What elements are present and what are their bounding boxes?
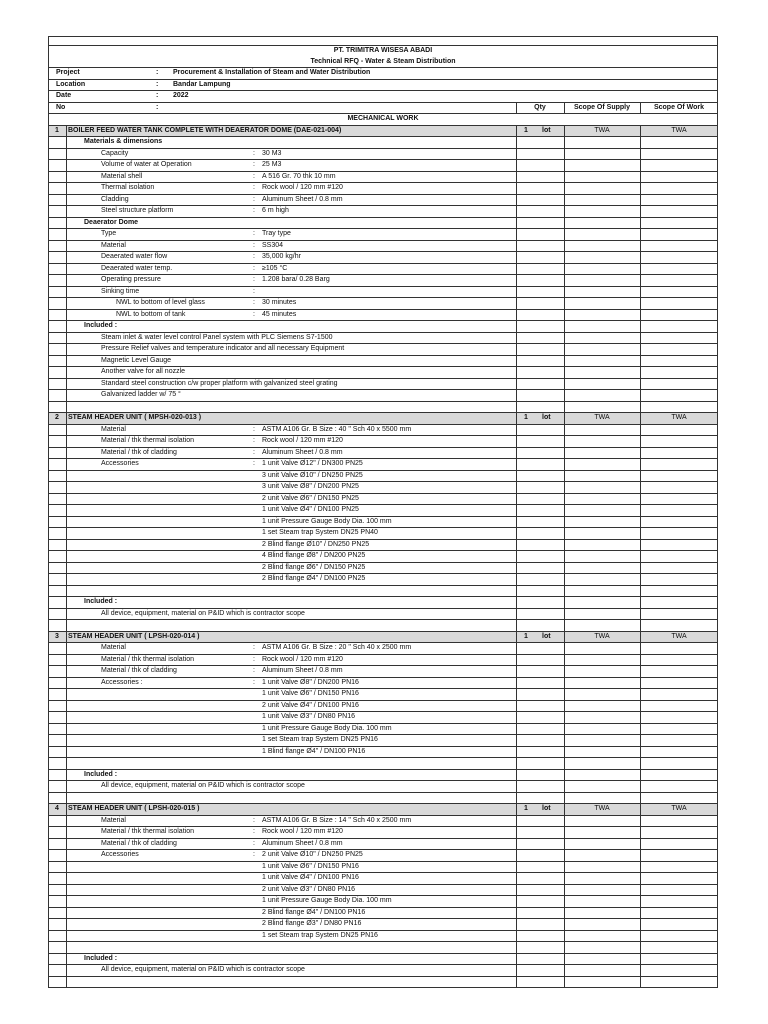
- detail-label: Accessories: [101, 460, 139, 467]
- detail-value: 1 unit Pressure Gauge Body Dia. 100 mm: [262, 897, 392, 904]
- item-detail-row: [48, 862, 718, 874]
- colon: :: [253, 149, 255, 157]
- items-table: [48, 126, 718, 989]
- item-detail-row: [48, 770, 718, 782]
- no-label: No: [56, 103, 66, 111]
- item-detail-row: [48, 195, 718, 207]
- detail-value: Rock wool / 120 mm #120: [262, 437, 343, 444]
- colon: :: [253, 264, 255, 272]
- detail-value: 2 Blind flange Ø10" / DN250 PN25: [262, 540, 370, 548]
- top-border-row: [48, 36, 718, 46]
- item-detail-row: [48, 827, 718, 839]
- item-detail-row: [48, 448, 718, 460]
- detail-value: 30 M3: [262, 149, 282, 157]
- item-detail-row: [48, 965, 718, 977]
- item-title-row: [48, 804, 718, 816]
- item-unit: lot: [542, 126, 551, 134]
- item-detail-row: [48, 942, 718, 954]
- colon: :: [253, 184, 255, 191]
- date-label: Date: [56, 92, 72, 99]
- item-detail-row: [48, 586, 718, 598]
- item-detail-row: [48, 402, 718, 414]
- detail-value: 6 m high: [262, 207, 289, 214]
- item-title: STEAM HEADER UNIT ( LPSH-020-015 ): [68, 805, 200, 812]
- item-scope-work: TWA: [671, 805, 687, 812]
- item-detail-row: [48, 908, 718, 920]
- qty-header: Qty: [534, 103, 546, 111]
- item-title-row: [48, 126, 718, 138]
- item-qty: 1: [524, 632, 528, 640]
- item-detail-row: [48, 356, 718, 368]
- item-detail-row: [48, 735, 718, 747]
- item-detail-row: [48, 678, 718, 690]
- detail-value: 1 unit Valve Ø4" / DN100 PN25: [262, 506, 359, 513]
- detail-label: Capacity: [101, 149, 129, 157]
- item-number: 4: [55, 805, 59, 812]
- detail-text: Another valve for all nozzle: [101, 368, 186, 375]
- rfq-sheet: [48, 36, 718, 988]
- item-detail-row: [48, 321, 718, 333]
- colon: :: [253, 241, 255, 249]
- detail-text: All device, equipment, material on P&ID which is contractor scope: [101, 609, 305, 617]
- item-qty: 1: [524, 805, 528, 812]
- item-detail-row: [48, 781, 718, 793]
- item-detail-row: [48, 551, 718, 563]
- item-detail-row: [48, 160, 718, 172]
- colon: :: [253, 678, 255, 686]
- detail-value: 1 unit Pressure Gauge Body Dia. 100 mm: [262, 724, 392, 732]
- date-row: [48, 91, 718, 103]
- detail-label: Material / thk of cladding: [101, 667, 177, 674]
- item-scope-work: TWA: [671, 126, 687, 134]
- detail-value: Rock wool / 120 mm #120: [262, 655, 343, 663]
- item-number: 2: [55, 414, 59, 421]
- detail-label: Material / thk thermal isolation: [101, 828, 194, 835]
- item-detail-row: [48, 919, 718, 931]
- detail-value: 1 Blind flange Ø4" / DN100 PN16: [262, 747, 366, 755]
- item-detail-row: [48, 379, 718, 391]
- item-detail-row: [48, 275, 718, 287]
- item-number: 3: [55, 632, 59, 640]
- item-detail-row: [48, 896, 718, 908]
- item-detail-row: [48, 701, 718, 713]
- detail-value: 1 set Steam trap System DN25 PN40: [262, 529, 378, 536]
- colon: :: [253, 230, 255, 237]
- detail-label: Material: [101, 816, 126, 824]
- date-value: 2022: [173, 92, 189, 99]
- detail-label: Deaerated water temp.: [101, 264, 173, 272]
- detail-text: All device, equipment, material on P&ID which is contractor scope: [101, 966, 305, 973]
- detail-label: Material shell: [101, 172, 143, 180]
- colon: :: [253, 851, 255, 858]
- item-title-row: [48, 632, 718, 644]
- detail-label: Material: [101, 644, 126, 651]
- detail-value: ASTM A106 Gr. B Size : 14 " Sch 40 x 2500 mm: [262, 816, 412, 824]
- detail-value: 2 unit Valve Ø3" / DN80 PN16: [262, 885, 356, 893]
- detail-value: 1 unit Valve Ø8" / DN200 PN16: [262, 678, 359, 686]
- item-qty: 1: [524, 414, 528, 421]
- item-detail-row: [48, 517, 718, 529]
- section-title-row: [48, 114, 718, 126]
- detail-label: Material / thk thermal isolation: [101, 437, 194, 444]
- detail-value: 3 unit Valve Ø8" / DN200 PN25: [262, 483, 359, 490]
- detail-value: 1 unit Valve Ø6" / DN150 PN16: [262, 690, 359, 697]
- detail-value: 1 set Steam trap System DN25 PN16: [262, 931, 378, 939]
- detail-value: 1 unit Valve Ø6" / DN150 PN16: [262, 862, 359, 870]
- colon: :: [156, 92, 159, 99]
- detail-label: Accessories :: [101, 678, 143, 686]
- item-detail-row: [48, 344, 718, 356]
- item-scope-supply: TWA: [594, 805, 610, 812]
- colon: :: [253, 828, 255, 835]
- item-detail-row: [48, 425, 718, 437]
- detail-value: 1 unit Valve Ø3" / DN80 PN16: [262, 713, 356, 720]
- colon: :: [253, 437, 255, 444]
- item-detail-row: [48, 712, 718, 724]
- colon: :: [253, 425, 255, 433]
- detail-text: Galvanized ladder w/ 75 °: [101, 391, 181, 398]
- detail-value: 30 minutes: [262, 299, 297, 306]
- detail-value: 2 Blind flange Ø4" / DN100 PN16: [262, 908, 366, 916]
- item-detail-row: [48, 873, 718, 885]
- item-unit: lot: [542, 632, 551, 640]
- item-title: STEAM HEADER UNIT ( MPSH-020-013 ): [68, 414, 202, 421]
- item-detail-row: [48, 689, 718, 701]
- detail-value: 2 Blind flange Ø6" / DN150 PN25: [262, 563, 366, 571]
- location-label: Location: [56, 80, 86, 88]
- detail-label: Accessories: [101, 851, 139, 858]
- item-detail-row: [48, 137, 718, 149]
- detail-label: Type: [101, 230, 117, 237]
- detail-subheading: Deaerator Dome: [84, 218, 139, 226]
- item-detail-row: [48, 655, 718, 667]
- company-name: PT. TRIMITRA WISESA ABADI: [333, 47, 433, 54]
- item-detail-row: [48, 505, 718, 517]
- detail-value: 4 Blind flange Ø8" / DN200 PN25: [262, 552, 366, 559]
- detail-label: Material: [101, 425, 126, 433]
- detail-value: 1 set Steam trap System DN25 PN16: [262, 736, 378, 743]
- item-detail-row: [48, 183, 718, 195]
- colon: :: [156, 103, 159, 111]
- scope-work-header: Scope Of Work: [653, 103, 705, 111]
- item-detail-row: [48, 390, 718, 402]
- item-scope-work: TWA: [671, 414, 687, 421]
- detail-label: Volume of water at Operation: [101, 161, 192, 168]
- detail-label: Steel structure platform: [101, 207, 174, 214]
- detail-value: 2 Blind flange Ø4" / DN100 PN25: [262, 575, 366, 582]
- item-detail-row: [48, 609, 718, 621]
- item-detail-row: [48, 758, 718, 770]
- detail-value: 3 unit Valve Ø10" / DN250 PN25: [262, 471, 363, 479]
- item-detail-row: [48, 149, 718, 161]
- item-detail-row: [48, 620, 718, 632]
- item-detail-row: [48, 724, 718, 736]
- item-title: BOILER FEED WATER TANK COMPLETE WITH DEAERATOR DOME (DAE-021-004): [68, 126, 342, 134]
- colon: :: [253, 253, 255, 260]
- detail-value: 35,000 kg/hr: [262, 253, 301, 260]
- colon: :: [253, 644, 255, 651]
- item-detail-row: [48, 528, 718, 540]
- detail-value: Aluminum Sheet / 0.8 mm: [262, 195, 343, 203]
- detail-label: Material / thk thermal isolation: [101, 655, 194, 663]
- detail-label: Operating pressure: [101, 276, 161, 283]
- colon: :: [156, 80, 159, 88]
- detail-value: Rock wool / 120 mm #120: [262, 828, 343, 835]
- project-value: Procurement & Installation of Steam and Water Distribution: [173, 69, 371, 76]
- detail-value: 1 unit Valve Ø4" / DN100 PN16: [262, 874, 359, 881]
- location-value: Bandar Lampung: [173, 80, 231, 88]
- detail-text: All device, equipment, material on P&ID which is contractor scope: [101, 782, 305, 789]
- detail-subheading: Included :: [84, 598, 118, 605]
- detail-label: Material / thk of cladding: [101, 839, 177, 847]
- item-detail-row: [48, 793, 718, 805]
- project-label: Project: [56, 69, 80, 76]
- detail-value: Aluminum Sheet / 0.8 mm: [262, 839, 343, 847]
- detail-value: A 516 Gr. 70 thk 10 mm: [262, 172, 336, 180]
- detail-value: Aluminum Sheet / 0.8 mm: [262, 667, 343, 674]
- item-unit: lot: [542, 805, 551, 812]
- scope-supply-header: Scope Of Supply: [573, 103, 630, 111]
- colon: :: [253, 816, 255, 824]
- item-detail-row: [48, 816, 718, 828]
- detail-value: 2 unit Valve Ø6" / DN150 PN25: [262, 494, 359, 502]
- item-detail-row: [48, 241, 718, 253]
- section-title: MECHANICAL WORK: [347, 115, 419, 122]
- colon: :: [253, 310, 255, 318]
- item-detail-row: [48, 850, 718, 862]
- item-scope-work: TWA: [671, 632, 687, 640]
- item-detail-row: [48, 574, 718, 586]
- colon: :: [253, 299, 255, 306]
- detail-label: Deaerated water flow: [101, 253, 168, 260]
- item-detail-row: [48, 494, 718, 506]
- detail-value: SS304: [262, 241, 284, 249]
- column-header-row: [48, 103, 718, 115]
- detail-label: Material / thk of cladding: [101, 448, 177, 456]
- detail-subheading: Materials & dimensions: [84, 138, 163, 145]
- item-detail-row: [48, 643, 718, 655]
- document-subtitle: Technical RFQ - Water & Steam Distribution: [310, 57, 456, 65]
- item-unit: lot: [542, 414, 551, 421]
- detail-value: Tray type: [262, 230, 291, 237]
- detail-value: 25 M3: [262, 161, 282, 168]
- item-title-row: [48, 413, 718, 425]
- subtitle-row: [48, 57, 718, 69]
- colon: :: [253, 161, 255, 168]
- item-detail-row: [48, 954, 718, 966]
- detail-label: Material: [101, 241, 126, 249]
- detail-text: Standard steel construction c/w proper platform with galvanized steel grating: [101, 379, 338, 387]
- detail-value: 2 unit Valve Ø10" / DN250 PN25: [262, 851, 363, 858]
- company-row: [48, 46, 718, 57]
- detail-value: ASTM A106 Gr. B Size : 20 " Sch 40 x 2500 mm: [262, 644, 412, 651]
- item-detail-row: [48, 264, 718, 276]
- item-detail-row: [48, 540, 718, 552]
- colon: :: [253, 839, 255, 847]
- item-detail-row: [48, 367, 718, 379]
- item-detail-row: [48, 333, 718, 345]
- item-detail-row: [48, 229, 718, 241]
- detail-label: Sinking time: [101, 287, 140, 295]
- item-detail-row: [48, 172, 718, 184]
- colon: :: [253, 667, 255, 674]
- item-scope-supply: TWA: [594, 126, 610, 134]
- detail-value: Rock wool / 120 mm #120: [262, 184, 343, 191]
- project-row: [48, 68, 718, 80]
- colon: :: [253, 195, 255, 203]
- detail-label: Cladding: [101, 195, 129, 203]
- item-detail-row: [48, 252, 718, 264]
- detail-value: ASTM A106 Gr. B Size : 40 " Sch 40 x 5500 mm: [262, 425, 412, 433]
- item-detail-row: [48, 977, 718, 989]
- item-detail-row: [48, 482, 718, 494]
- item-detail-row: [48, 885, 718, 897]
- detail-text: Pressure Relief valves and temperature indicator and all necessary Equipment: [101, 345, 345, 352]
- detail-value: 1 unit Valve Ø12" / DN300 PN25: [262, 460, 363, 467]
- item-detail-row: [48, 218, 718, 230]
- detail-value: Aluminum Sheet / 0.8 mm: [262, 448, 343, 456]
- detail-value: ≥105 °C: [262, 264, 288, 272]
- colon: :: [253, 655, 255, 663]
- detail-subheading: Included :: [84, 770, 118, 778]
- detail-text: Magnetic Level Gauge: [101, 356, 172, 364]
- colon: :: [253, 276, 255, 283]
- detail-value: 45 minutes: [262, 310, 297, 318]
- item-number: 1: [55, 126, 59, 134]
- item-detail-row: [48, 839, 718, 851]
- item-scope-supply: TWA: [594, 632, 610, 640]
- item-qty: 1: [524, 126, 528, 134]
- detail-label: Thermal isolation: [101, 184, 155, 191]
- item-detail-row: [48, 459, 718, 471]
- colon: :: [253, 460, 255, 467]
- item-scope-supply: TWA: [594, 414, 610, 421]
- item-detail-row: [48, 310, 718, 322]
- item-detail-row: [48, 206, 718, 218]
- item-detail-row: [48, 298, 718, 310]
- colon: :: [253, 287, 255, 295]
- detail-value: 1 unit Pressure Gauge Body Dia. 100 mm: [262, 517, 392, 525]
- location-row: [48, 80, 718, 92]
- detail-value: 2 unit Valve Ø4" / DN100 PN16: [262, 701, 359, 709]
- detail-value: 1.208 bara/ 0.28 Barg: [262, 276, 330, 283]
- item-detail-row: [48, 597, 718, 609]
- detail-label: NWL to bottom of level glass: [116, 299, 205, 306]
- item-detail-row: [48, 563, 718, 575]
- colon: :: [253, 207, 255, 214]
- detail-text: Steam inlet & water level control Panel system with PLC Siemens S7-1500: [101, 333, 333, 341]
- detail-value: 2 Blind flange Ø3" / DN80 PN16: [262, 920, 362, 927]
- colon: :: [156, 69, 159, 76]
- item-detail-row: [48, 666, 718, 678]
- item-detail-row: [48, 471, 718, 483]
- detail-label: NWL to bottom of tank: [116, 310, 186, 318]
- item-detail-row: [48, 931, 718, 943]
- item-detail-row: [48, 436, 718, 448]
- colon: :: [253, 448, 255, 456]
- detail-subheading: Included :: [84, 322, 118, 329]
- item-title: STEAM HEADER UNIT ( LPSH-020-014 ): [68, 632, 200, 640]
- detail-subheading: Included :: [84, 954, 118, 962]
- item-detail-row: [48, 747, 718, 759]
- colon: :: [253, 172, 255, 180]
- item-detail-row: [48, 287, 718, 299]
